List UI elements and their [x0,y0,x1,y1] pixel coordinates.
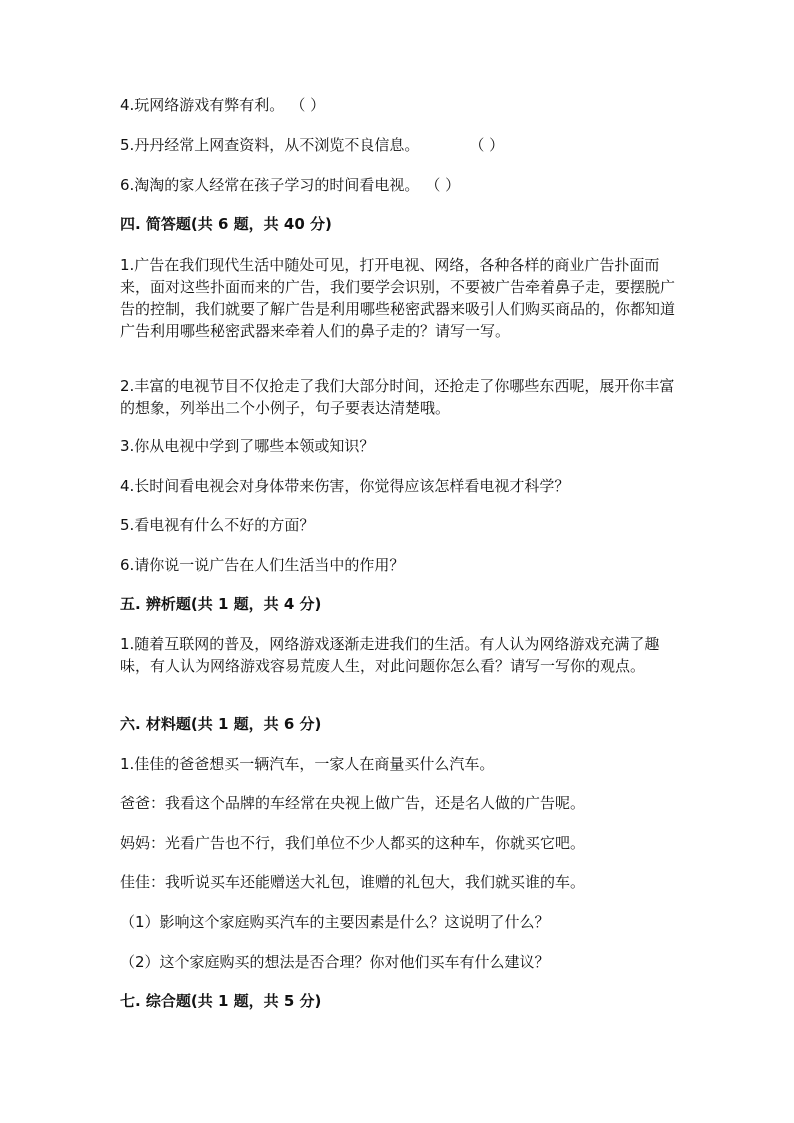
short-answer-q6: 6.请你说一说广告在人们生活当中的作用？ [120,556,405,574]
material-sub-question-2: （2）这个家庭购买的想法是否合理？你对他们买车有什么建议？ [120,953,550,971]
short-answer-q3: 3.你从电视中学到了哪些本领或知识？ [120,437,375,455]
material-q1: 1.佳佳的爸爸想买一辆汽车，一家人在商量买什么汽车。 [120,755,495,773]
material-dialogue-jiajia: 佳佳：我听说买车还能赠送大礼包，谁赠的礼包大，我们就买谁的车。 [120,873,586,891]
answer-blank[interactable]: （ ） [425,176,461,194]
section-heading-comprehensive: 七. 综合题(共 1 题，共 5 分) [120,992,322,1010]
material-sub-question-1: （1）影响这个家庭购买汽车的主要因素是什么？这说明了什么？ [120,913,550,931]
answer-blank[interactable]: （ ） [469,136,505,154]
judgment-item-4: 4.玩网络游戏有弊有利。 （ ） [120,96,326,114]
section-heading-material: 六. 材料题(共 1 题，共 6 分) [120,715,322,733]
short-answer-q1: 1.广告在我们现代生活中随处可见，打开电视、网络，各种各样的商业广告扑面而来，面对这些扑面而来的广告，我们要学会识别，不要被广告牵着鼻子走，要摆脱广告的控制，我们就要了解广告是利用哪些秘密武器来吸引人们购买商品的，你都知道广告利用哪些秘密武器来牵着人们的鼻子走的？请写一写。 [120,256,676,340]
short-answer-q5: 5.看电视有什么不好的方面？ [120,516,315,534]
section-heading-short-answer: 四. 简答题(共 6 题，共 40 分) [120,215,332,233]
short-answer-q2: 2.丰富的电视节目不仅抢走了我们大部分时间，还抢走了你哪些东西呢，展开你丰富的想象，列举出二个小例子，句子要表达清楚哦。 [120,377,675,417]
analysis-q1: 1.随着互联网的普及，网络游戏逐渐走进我们的生活。有人认为网络游戏充满了趣味，有人认为网络游戏容易荒废人生，对此问题你怎么看？请写一写你的观点。 [120,635,660,675]
short-answer-q4: 4.长时间看电视会对身体带来伤害，你觉得应该怎样看电视才科学？ [120,477,570,495]
section-heading-analysis: 五. 辨析题(共 1 题，共 4 分) [120,595,322,613]
judgment-item-5: 5.丹丹经常上网查资料，从不浏览不良信息。 （ ） [120,136,505,154]
judgment-item-6: 6.淘淘的家人经常在孩子学习的时间看电视。 （ ） [120,176,461,194]
answer-blank[interactable]: （ ） [290,96,326,114]
material-dialogue-dad: 爸爸：我看这个品牌的车经常在央视上做广告，还是名人做的广告呢。 [120,794,586,812]
material-dialogue-mom: 妈妈：光看广告也不行，我们单位不少人都买的这种车，你就买它吧。 [120,834,586,852]
